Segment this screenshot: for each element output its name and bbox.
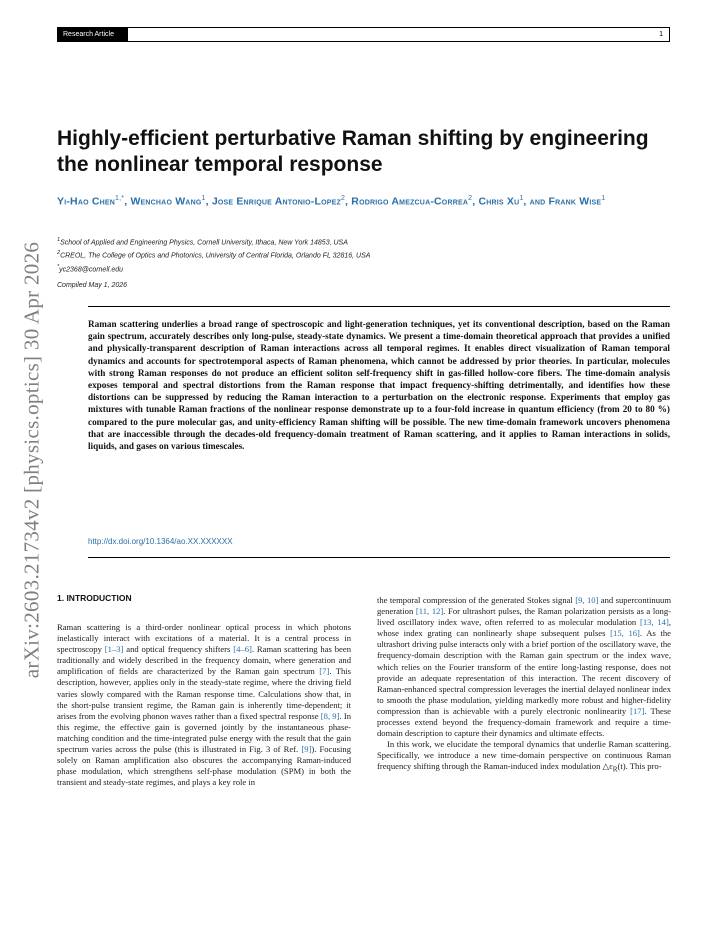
intro-paragraph-2 <box>377 739 671 776</box>
paper-title: Highly-efficient perturbative Raman shifting by engineering the nonlinear temporal response <box>57 127 649 176</box>
body-column-right <box>377 595 671 776</box>
author-separator: , and <box>523 195 549 208</box>
abstract-top-rule <box>88 306 670 307</box>
author-affiliation-mark: 1 <box>201 195 206 202</box>
section-heading-introduction: 1. INTRODUCTION <box>57 593 132 603</box>
author-affiliation-mark: 1 <box>519 195 524 202</box>
author-name: Jose Enrique Antonio-Lopez <box>211 195 341 208</box>
citation-link[interactable]: [7] <box>319 666 330 677</box>
citation-link[interactable]: [4–6] <box>233 644 252 655</box>
body-text: . These processes extend beyond the frequency-domain framework and require a time-domain description to capture their dynamics and ultimate effects. <box>377 705 671 739</box>
citation-link[interactable]: [9] <box>301 744 312 755</box>
citation-link[interactable]: [9, 10] <box>575 595 599 605</box>
author-name: Wenchao Wang <box>130 195 202 208</box>
article-type-tag: Research Article <box>58 28 128 41</box>
author-affiliation-mark: 1 <box>601 195 606 202</box>
body-text: ). Focusing solely on Raman amplification also obscures the accompanying Raman-induced phase modulation, which strengthens self-phase modulation (SPM) in both the transient and steady-state regimes, and plays a key role in <box>57 744 351 788</box>
affiliation-line <box>57 262 670 275</box>
citation-link[interactable]: [13, 14] <box>639 617 669 628</box>
body-column-left <box>57 622 351 788</box>
author-name: Rodrigo Amezcua-Correa <box>351 195 469 208</box>
affiliation-mark: 1 <box>57 237 61 243</box>
arxiv-identifier-margin <box>21 220 43 700</box>
abstract-bottom-rule <box>88 557 670 558</box>
body-text: . This description, however, applies only in the steady-state regime, where the driving field varies slowly compared with the Raman response time. Calculations show that, in the short-pulse transient regime, the Raman gain is inherently time-dependent; it arises from the evolving phonon waves rather than a fixed spectral response <box>57 666 352 721</box>
author-name: Yi-Hao Chen <box>57 195 116 208</box>
body-text: . For ultrashort pulses, the Raman polarization persists as a long-lived oscillatory index wave, often referred to as molecular modulation <box>377 606 672 628</box>
affiliation-text: CREOL, The College of Optics and Photonics, University of Central Florida, Orlando FL 32816, USA <box>60 252 371 260</box>
author-name: Frank Wise <box>548 195 602 208</box>
page-number: 1 <box>659 31 663 38</box>
running-header <box>57 27 670 42</box>
author-list <box>57 191 677 210</box>
intro-paragraph-1 <box>57 622 351 788</box>
author-separator: , <box>472 195 479 208</box>
affiliation-mark: 2 <box>57 250 61 257</box>
affiliation-text: School of Applied and Engineering Physics, Cornell University, Ithaca, New York 14853, USA <box>60 239 348 247</box>
author-separator: , <box>124 195 131 208</box>
affiliation-text: yc2368@cornell.edu <box>59 265 124 273</box>
arxiv-identifier-text: arXiv:2603.21734v2 [physics.optics] 30 Apr 2026 <box>19 241 44 679</box>
citation-link[interactable]: [15, 16] <box>610 628 640 639</box>
citation-link[interactable]: [1–3] <box>104 644 124 655</box>
body-text: the temporal compression of the generated Stokes signal <box>377 595 576 605</box>
author-affiliation-mark: 2 <box>340 195 346 202</box>
affiliation-mark: * <box>57 263 60 270</box>
body-text: , whose index grating can nonlinearly shape subsequent pulses <box>377 617 671 639</box>
author-separator: , <box>205 195 212 208</box>
citation-link[interactable]: [17] <box>630 705 645 716</box>
body-text: . Raman scattering has been traditionally and widely described in the frequency domain, where generation and amplification of fields are characterized by the Raman gain spectrum <box>57 644 351 677</box>
body-text: . In this regime, the effective gain is governed jointly by the instantaneous phase-matching condition and the time-integrated pulse energy with the result that the gain spectrum varies across the pulse (this is illustrated in Fig. 3 of Ref. <box>57 710 351 755</box>
citation-link[interactable]: [11, 12] <box>415 606 444 617</box>
body-text: Raman scattering is a third-order nonlinear optical process in which photons inelastically interact with excitations of a material. It is a central process in spectroscopy <box>57 622 351 655</box>
math-subscript: R <box>612 766 618 775</box>
author-affiliation-mark: 2 <box>468 195 473 202</box>
affiliation-line <box>57 235 670 248</box>
author-name: Chris Xu <box>478 195 520 208</box>
abstract: Raman scattering underlies a broad range of spectroscopic and light-generation techniques, yet its conventional description, based on the Raman gain spectrum, accurately describes only long-pulse, steady-state dynamics. We present a time-domain theoretical approach that provides a unified and physically-transparent description of Raman interactions across all temporal regimes. It enables direct visualization of Raman temporal dynamics and accounts for spectrotemporal aspects of Raman phenomena, which cannot be addressed by prior theories. In particular, molecules with strong Raman responses do not produce an efficient soliton self-frequency shift in gas-filled hollow-core fibers. The time-domain analysis exposes temporal and spectral distortions from the Raman response that impact frequency-shifting detrimentally, and identifies how these distortions can be suppressed by reducing the Raman interaction to a perturbation on the electronic response. Experiments that employ gas mixtures with tunable Raman fractions of the nonlinear response demonstrate up to a four-fold increase in quantum efficiency (from 20 to 80 %) compared to the pure molecular gas, and unity-efficiency Raman shifting will be possible. The new time-domain framework uncovers phenomena that are inaccessible through the decades-old frequency-domain treatment of Raman scattering, and it applies to Raman interactions in solids, liquids, and gases on various timescales. <box>88 319 670 452</box>
affiliation-list <box>57 235 670 275</box>
doi-link[interactable]: http://dx.doi.org/10.1364/ao.XX.XXXXXX <box>88 537 233 546</box>
author-separator: , <box>345 195 352 208</box>
body-text: (t). This pro- <box>617 761 662 772</box>
intro-paragraph-1-continued <box>377 595 671 739</box>
body-text: . As the ultrashort driving pulse interacts only with a brief portion of the oscillatory wave, the frequency-domain description with the Raman gain spectrum or the index wave, which relies on the Fourier transform of the entire long-lasting response, does not provide an adequate representation of this interaction. The recent discovery of Raman-enhanced spectral compression leverages the inertial delayed nonlinear index to smooth the phase modulation, yielding markedly more robust and higher-fidelity compression than is achievable with a purely electronic nonlinearity <box>377 628 671 716</box>
affiliation-line <box>57 248 670 261</box>
citation-link[interactable]: [8, 9] <box>320 710 340 721</box>
author-affiliation-mark: 1,* <box>115 195 125 202</box>
body-text: and supercontinuum generation <box>377 595 671 617</box>
compiled-date: Compiled May 1, 2026 <box>57 282 128 289</box>
body-text: and optical frequency shifters <box>123 644 234 655</box>
body-text: In this work, we elucidate the temporal dynamics that underlie Raman scattering. Specifically, we introduce a new time-domain perspective on continuous Raman frequency shifting through the Raman-induced index modulation △ε <box>377 739 671 772</box>
